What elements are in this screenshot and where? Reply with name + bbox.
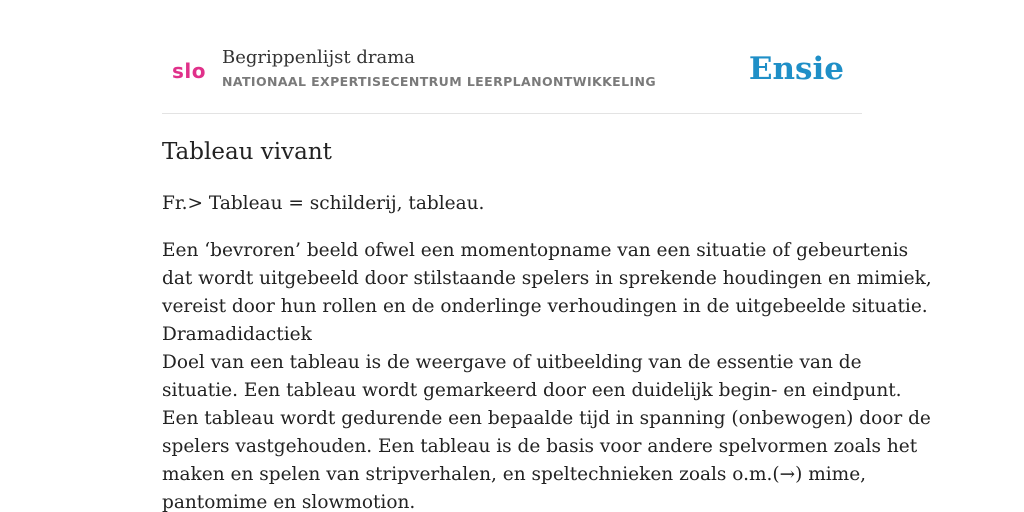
- definition-line: pantomime en slowmotion.: [162, 492, 416, 512]
- definition-line: Doel van een tableau is de weergave of uitbeelding van de essentie van de: [162, 352, 862, 373]
- definition-line: Een ‘bevroren’ beeld ofwel een momentopname van een situatie of gebeurtenis: [162, 240, 909, 261]
- definition: [162, 237, 932, 512]
- term-title: Tableau vivant: [162, 139, 332, 165]
- slo-logo[interactable]: slo: [172, 59, 206, 83]
- definition-line: Dramadidactiek: [162, 324, 312, 345]
- definition-line: dat wordt uitgebeeld door stilstaande spelers in sprekende houdingen en mimiek,: [162, 268, 932, 289]
- etymology: Fr.> Tableau = schilderij, tableau.: [162, 193, 485, 214]
- dictionary-subtitle: NATIONAAL EXPERTISECENTRUM LEERPLANONTWIKKELING: [222, 74, 657, 89]
- definition-line: Een tableau wordt gedurende een bepaalde tijd in spanning (onbewogen) door de: [162, 408, 931, 429]
- dictionary-title[interactable]: Begrippenlijst drama: [222, 47, 415, 68]
- definition-line: maken en spelen van stripverhalen, en speltechnieken zoals o.m.(→) mime,: [162, 464, 867, 485]
- definition-line: situatie. Een tableau wordt gemarkeerd door een duidelijk begin- en eindpunt.: [162, 380, 902, 401]
- definition-line: vereist door hun rollen en de onderlinge verhoudingen in de uitgebeelde situatie.: [162, 296, 928, 317]
- definition-line: spelers vastgehouden. Een tableau is de basis voor andere spelvormen zoals het: [162, 436, 918, 457]
- ensie-logo[interactable]: Ensie: [748, 51, 844, 87]
- entry-content: [162, 190, 932, 512]
- header: [162, 40, 862, 114]
